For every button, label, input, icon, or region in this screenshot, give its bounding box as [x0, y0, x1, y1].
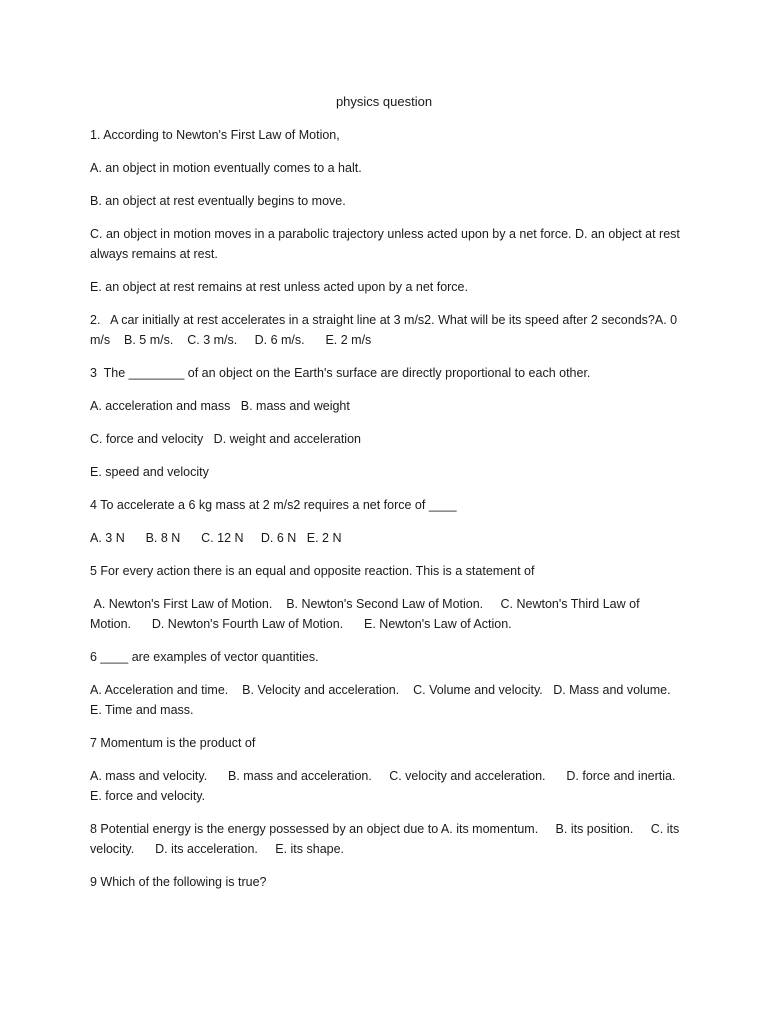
question-9-stem: 9 Which of the following is true? [90, 875, 267, 889]
question-1-stem: 1. According to Newton's First Law of Motion, [90, 128, 340, 142]
question-1-option-a: A. an object in motion eventually comes to a halt. [90, 161, 362, 175]
question-8: 8 Potential energy is the energy possessed by an object due to A. its momentum. B. its position. C. its velocity. D. its acceleration. E. its shape. [90, 822, 683, 856]
question-1-option-b: B. an object at rest eventually begins to move. [90, 194, 346, 208]
question-1-option-e: E. an object at rest remains at rest unless acted upon by a net force. [90, 280, 468, 294]
question-2: 2. A car initially at rest accelerates in a straight line at 3 m/s2. What will be its speed after 2 seconds?A. 0 m/s B. 5 m/s. C. 3 m/s. D. 6 m/s. E. 2 m/s [90, 313, 681, 347]
question-7-stem: 7 Momentum is the product of [90, 736, 256, 750]
question-5-options: A. Newton's First Law of Motion. B. Newton's Second Law of Motion. C. Newton's Third Law of Motion. D. Newton's Fourth Law of Motion. E. Newton's Law of Action. [90, 597, 644, 631]
question-4-stem: 4 To accelerate a 6 kg mass at 2 m/s2 requires a net force of ____ [90, 498, 457, 512]
document-title: physics question [335, 94, 433, 109]
question-3-stem: 3 The ________ of an object on the Earth's surface are directly proportional to each other. [90, 366, 591, 380]
question-3-options-c-d: C. force and velocity D. weight and acceleration [90, 432, 361, 446]
question-7-options: A. mass and velocity. B. mass and acceleration. C. velocity and acceleration. D. force and inertia. E. force and velocity. [90, 769, 690, 803]
question-6-stem: 6 ____ are examples of vector quantities. [90, 650, 319, 664]
question-3-option-e: E. speed and velocity [90, 465, 209, 479]
question-3-options-a-b: A. acceleration and mass B. mass and weight [90, 399, 350, 413]
document-body [90, 125, 690, 905]
question-4-options: A. 3 N B. 8 N C. 12 N D. 6 N E. 2 N [90, 531, 342, 545]
question-1-options-c-d: C. an object in motion moves in a parabolic trajectory unless acted upon by a net force. D. an object at rest always remains at rest. [90, 227, 684, 261]
question-6-options: A. Acceleration and time. B. Velocity and acceleration. C. Volume and velocity. D. Mass and volume. E. Time and mass. [90, 683, 685, 717]
question-5-stem: 5 For every action there is an equal and opposite reaction. This is a statement of [90, 564, 535, 578]
